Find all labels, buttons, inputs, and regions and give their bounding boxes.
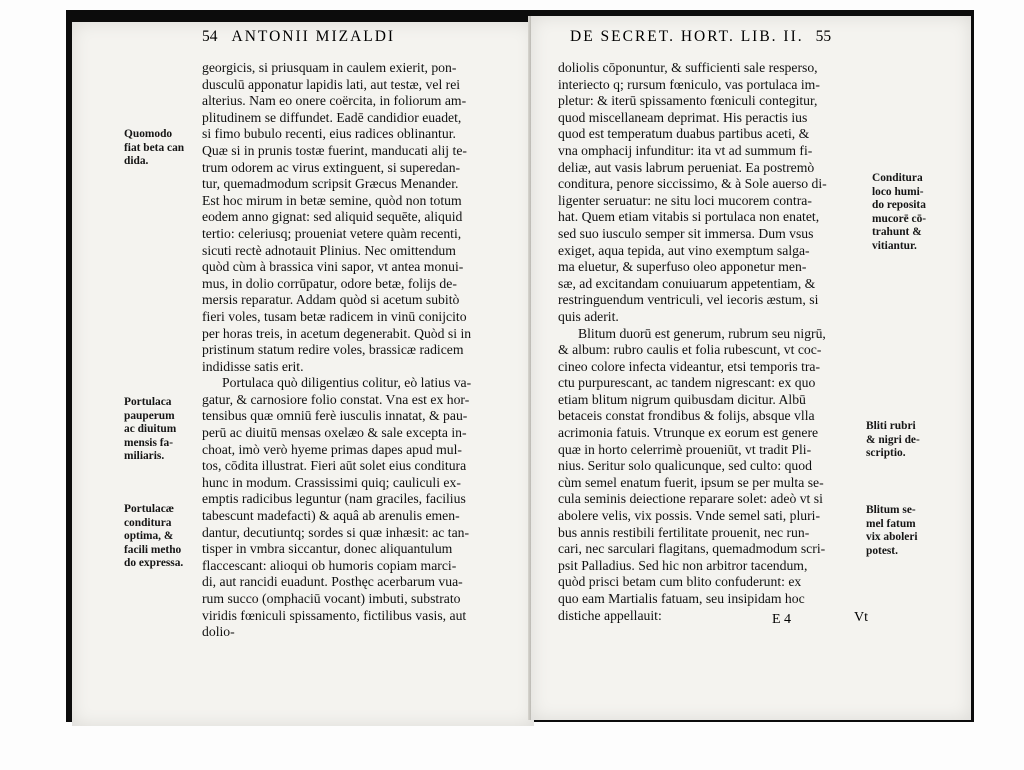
text-line: pletur: & iterū spissamento fœniculi contegitur,: [558, 93, 818, 109]
margin-note-bliti-descriptio: [866, 420, 920, 461]
catchword: Vt: [854, 610, 868, 625]
right-page-number: 55: [815, 28, 832, 45]
margin-note-blitum-aboleri: [866, 504, 918, 558]
margin-note-line: do reposita: [872, 199, 926, 212]
text-line: dolio-: [202, 624, 235, 640]
text-line: tisper in vmbra siccantur, donec aliquantulum: [202, 541, 453, 557]
margin-note-line: Bliti rubri: [866, 420, 916, 432]
text-line: tabescunt madefacti) & aquâ ab arenulis emen-: [202, 508, 460, 524]
text-line: hunc in modum. Crassissimi quiq; cauliculi ex-: [202, 474, 461, 490]
right-text-column: [558, 60, 827, 624]
text-line: dusculū apponatur lapidis lati, aut testæ, vel rei: [202, 76, 461, 92]
margin-note-line: ac diuitum: [124, 423, 177, 436]
margin-note-portulaca-mensis: [124, 396, 176, 464]
text-line: quod miscellaneam deprimat. His peractis ius: [558, 109, 808, 125]
text-line: dantur, decutiuntq; sordes si quæ inhæsit: ac tan-: [202, 524, 470, 540]
text-line: cineo colore infecta videantur, etsi temporis tra-: [558, 358, 821, 374]
text-line: si fimo bubulo recenti, eius radices oblinantur.: [202, 126, 456, 142]
text-line: pristinum statum redire voles, brassicæ radicem: [202, 342, 464, 358]
left-head-title: ANTONII MIZALDI: [231, 28, 396, 45]
text-line: etiam blitum nigrum quibusdam dicitur. Albū: [558, 391, 806, 407]
right-head-title: DE SECRET. HORT. LIB. II.: [570, 28, 804, 45]
text-line: cùm semel enatum fuerit, ipsum se per multa se-: [558, 474, 824, 490]
text-line: cula seminis deiectione reparare solet: adeò vt si: [558, 491, 823, 507]
margin-note-line: miliaris.: [124, 450, 165, 463]
margin-note-line: dida.: [124, 155, 149, 168]
signature-mark: E 4: [772, 612, 792, 627]
margin-note-line: fiat beta can: [124, 141, 185, 154]
text-line: viridis fœniculi spissamento, fictilibus vasis, aut: [202, 607, 467, 623]
text-line: tertio: celeriusq; proueniat vetere quàm recenti,: [202, 225, 462, 241]
text-line: quod est temperatum duabus partibus aceti, &: [558, 126, 810, 142]
text-line: tensibus quæ omniū ferè iusculis innatat, & pau-: [202, 408, 468, 424]
text-line: quæ in horto celerrimè proueniūt, vt tradit Pli-: [558, 441, 812, 457]
text-line: quo eam Martialis fatuam, seu insipidam hoc: [558, 591, 805, 606]
text-line: emptis radicibus leguntur (nam graciles, facilius: [202, 491, 466, 507]
margin-note-line: loco humi-: [872, 185, 924, 198]
right-running-head: [570, 28, 845, 46]
margin-note-line: Conditura: [872, 172, 923, 184]
text-line: sicuti rectè adnotauit Plinius. Nec omittendum: [202, 242, 456, 258]
margin-note-line: Blitum se-: [866, 504, 916, 516]
text-line: per horas treis, in acetum degenerabit. Quòd si in: [202, 325, 472, 341]
text-line: fieri voles, tusam betæ radicem in vinū conijcito: [202, 308, 467, 324]
text-line: di, aut rancidi euadunt. Posthęc acerbarum vua-: [202, 574, 463, 590]
text-line: cari, nec sarculari flagitans, quemadmodum scri-: [558, 541, 826, 557]
margin-note-beta-candida: [124, 128, 184, 169]
text-line: quòd cùm à brassica vini sapor, vt antea monui-: [202, 259, 464, 275]
text-line: ctu purpurescant, ac tandem nigrescant: ex quo: [558, 375, 816, 391]
text-line: trum odorem ac virus extinguent, si superedan-: [202, 159, 461, 175]
margin-note-line: potest.: [866, 544, 898, 557]
text-line: bus annis restibili fertilitate prouenit, nec run-: [558, 524, 810, 540]
text-line: tos, cōdita illustrat. Fieri aūt solet eius conditura: [202, 458, 467, 474]
text-line: ma eluetur, & superfuso oleo apponetur men-: [558, 259, 807, 275]
text-line: Blitum duorū est generum, rubrum seu nigrū,: [578, 325, 826, 341]
margin-note-line: optima, &: [124, 530, 174, 543]
text-line: deliæ, aut vasis labrum perueniat. Ea postremò: [558, 159, 815, 175]
text-line: flaccescant: alioqui ob humoris copiam marci-: [202, 557, 457, 573]
text-line: acrimonia fatuis. Vtrunque ex eorum est genere: [558, 425, 819, 441]
left-text-column: [202, 60, 471, 641]
text-line: distiche appellauit:: [558, 607, 662, 623]
text-line: betaceis constat frondibus & folijs, absque vlla: [558, 408, 815, 424]
text-line: sed suo iusculo semper sit immersa. Dum vsus: [558, 225, 814, 241]
text-line: Quæ si in prunis tostæ fuerint, manducati alij te-: [202, 142, 467, 158]
text-line: gatur, & carnosiore folio constat. Vna est ex hor-: [202, 391, 470, 407]
margin-note-line: do expressa.: [124, 557, 184, 570]
margin-note-line: Quomodo: [124, 128, 173, 140]
margin-note-line: mensis fa-: [124, 436, 174, 449]
text-line: quòd prisci betam cum blito confuderunt: ex: [558, 574, 802, 590]
text-line: & album: rubro caulis et folia rubescunt, vt coc-: [558, 342, 822, 358]
text-line: restringuendum ventriculi, vel iecoris æstum, si: [558, 292, 819, 308]
text-line: quis aderit.: [558, 308, 619, 324]
text-line: psit Palladius. Sed hic non arbitror tacendum,: [558, 557, 808, 573]
margin-note-line: trahunt &: [872, 226, 922, 239]
left-running-head: [202, 28, 395, 46]
text-line: vna omphacij infunditur: ita vt ad summum fi-: [558, 142, 813, 158]
text-line: hat. Quem etiam vitabis si portulaca non enatet,: [558, 209, 820, 225]
text-line: mus, in dolio corrūpatur, odore betæ, folijs de-: [202, 275, 457, 291]
text-line: interiecto q; rursum fœniculo, vas portulaca im-: [558, 76, 820, 92]
text-line: Portulaca quò diligentius colitur, eò latius va-: [222, 375, 472, 391]
text-line: alterius. Nam eo onere coërcita, in foliorum am-: [202, 93, 467, 109]
text-line: sæ, ad excitandam conuiuarum appetentiam, &: [558, 275, 816, 291]
text-line: doliolis cōponuntur, & sufficienti sale resperso,: [558, 60, 818, 75]
margin-note-line: Portulacæ: [124, 503, 174, 515]
margin-note-line: mel fatum: [866, 517, 916, 530]
margin-note-line: vitiantur.: [872, 239, 917, 252]
text-line: plitudinem se diffundet. Eadē candidior euadet,: [202, 109, 462, 125]
margin-note-line: conditura: [124, 516, 172, 529]
margin-note-portulacae-conditura: [124, 503, 183, 571]
text-line: mersis reparatur. Addam quòd si acetum subitò: [202, 292, 460, 308]
left-page-number: 54: [202, 28, 218, 45]
margin-note-line: Portulaca: [124, 396, 172, 408]
text-line: choat, imò verò hyeme primas dapes apud mul-: [202, 441, 462, 457]
text-line: georgicis, si priusquam in caulem exierit, pon-: [202, 60, 457, 75]
text-line: conditura, penore siccissimo, & à Sole auerso di-: [558, 176, 827, 192]
text-line: abolere velis, vix possis. Vnde semel sati, pluri-: [558, 508, 821, 524]
margin-note-line: & nigri de-: [866, 433, 920, 446]
margin-note-line: scriptio.: [866, 447, 906, 460]
text-line: rum succo (omphaciū vocant) imbuti, substrato: [202, 591, 461, 606]
margin-note-line: facili metho: [124, 543, 182, 556]
text-line: exiget, aqua tepida, aut vino exemptum salga-: [558, 242, 810, 258]
text-line: eodem anno gignat: sed aliquid sequēte, aliquid: [202, 209, 463, 225]
margin-note-line: mucorē cō-: [872, 212, 927, 225]
text-line: indidisse satis erit.: [202, 358, 304, 374]
text-line: Est hoc mirum in betæ semine, quòd non totum: [202, 192, 462, 208]
text-line: nius. Seritur solo qualicunque, sed culto: quod: [558, 458, 812, 474]
margin-note-conditura-loco: [872, 172, 926, 254]
text-line: tur, quemadmodum scripsit Græcus Menander.: [202, 176, 459, 192]
text-line: perū ac diuitū mensas oxelæo & sale excepta in-: [202, 425, 467, 441]
margin-note-line: pauperum: [124, 409, 175, 422]
text-line: ligenter seruatur: ne situ loci mucorem contra-: [558, 192, 812, 208]
margin-note-line: vix aboleri: [866, 531, 918, 544]
